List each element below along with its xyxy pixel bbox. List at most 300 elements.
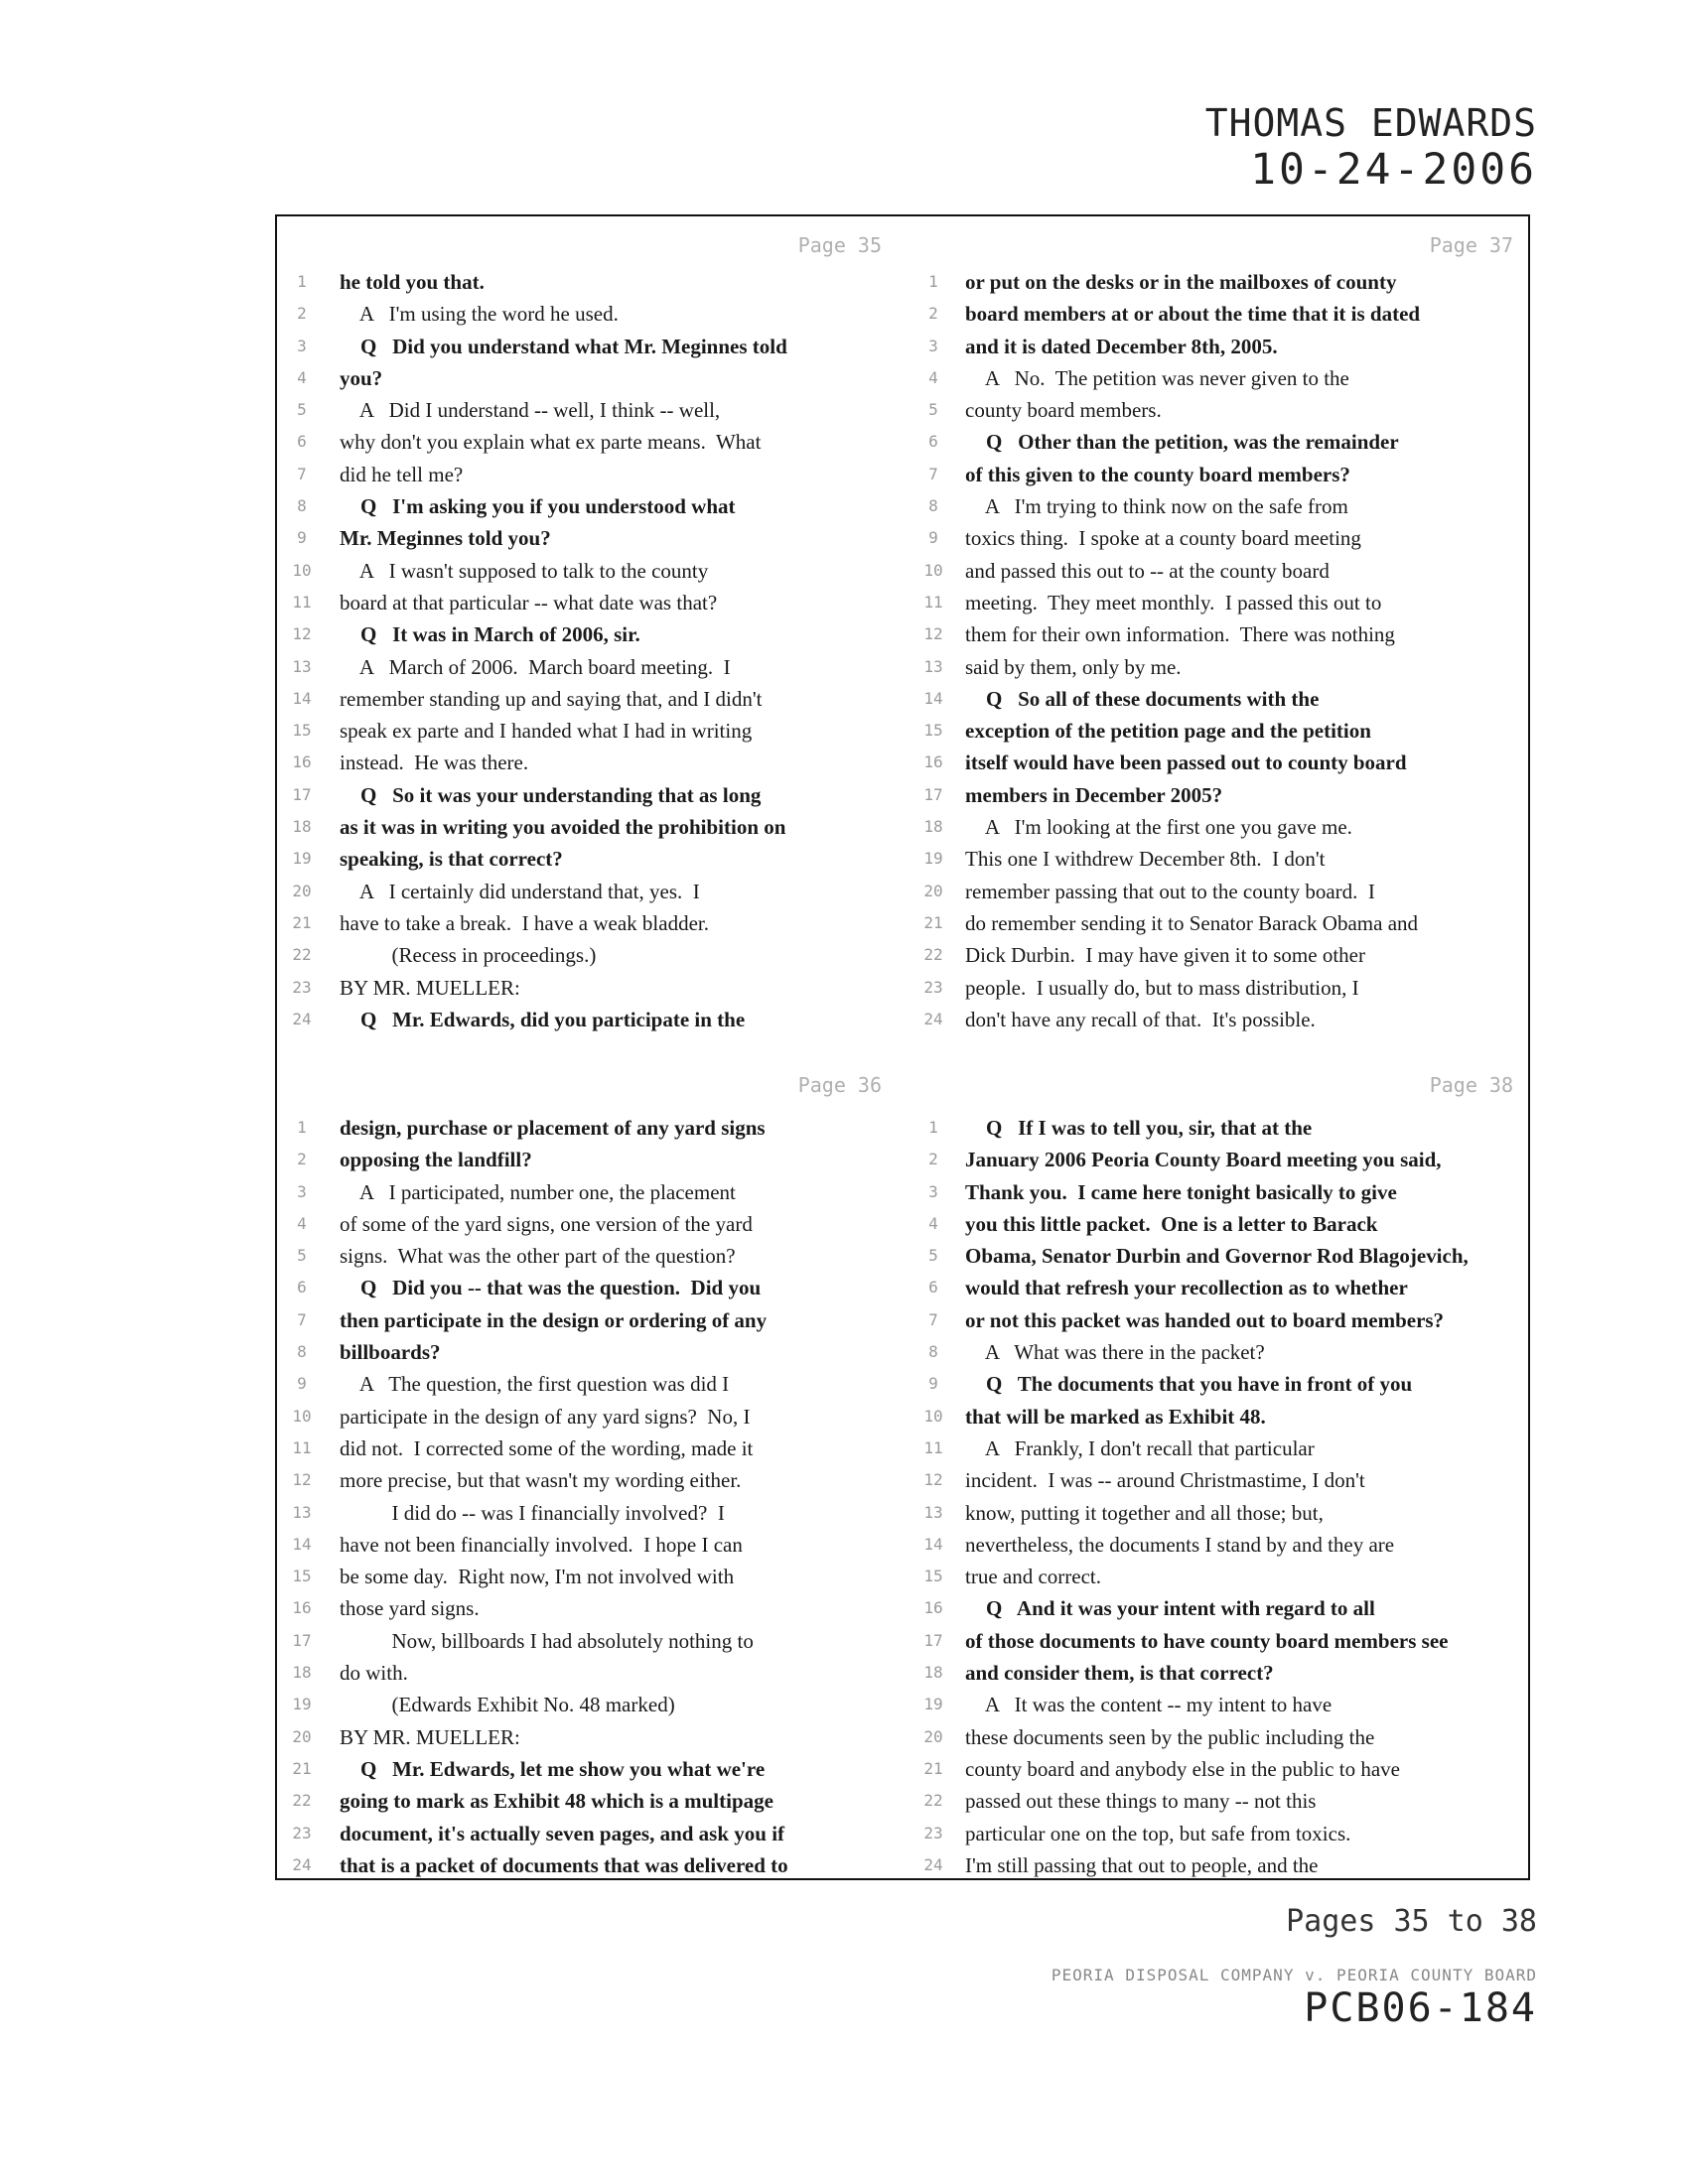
line-number: 1 (297, 272, 307, 291)
transcript-line (921, 843, 1553, 875)
line-number: 21 (923, 1758, 943, 1778)
line-text: (Edwards Exhibit No. 48 marked) (340, 1693, 675, 1717)
page-number-label: Page 38 (1429, 1073, 1513, 1097)
line-number: 13 (292, 1502, 312, 1522)
line-text: Q So it was your understanding that as long (340, 782, 762, 807)
transcript-line (290, 1529, 921, 1561)
line-number: 23 (292, 977, 312, 997)
line-text: Now, billboards I had absolutely nothing to (340, 1628, 754, 1653)
line-text: Q I'm asking you if you understood what (340, 494, 736, 519)
page-number-label: Page 37 (1429, 233, 1513, 257)
line-text: BY MR. MUELLER: (340, 975, 520, 1000)
line-number: 6 (297, 1278, 307, 1297)
line-text: opposing the landfill? (340, 1148, 532, 1172)
transcript-line (921, 876, 1553, 907)
line-text: itself would have been passed out to county board (965, 751, 1407, 775)
line-text: meeting. They meet monthly. I passed this out to (965, 590, 1382, 614)
transcript-line (921, 587, 1553, 618)
line-text: Q And it was your intent with regard to all (965, 1596, 1375, 1621)
line-number: 9 (297, 1374, 307, 1394)
transcript-lines (921, 1112, 1553, 1881)
transcript-line (290, 683, 921, 715)
transcript-line (921, 1721, 1553, 1753)
line-number: 20 (292, 881, 312, 900)
transcript-line (921, 972, 1553, 1004)
line-text: Thank you. I came here tonight basically to give (965, 1179, 1397, 1204)
transcript-line (921, 1818, 1553, 1849)
line-number: 8 (297, 1342, 307, 1362)
line-number: 19 (292, 849, 312, 869)
line-text: Q It was in March of 2006, sir. (340, 622, 640, 647)
line-number: 9 (928, 528, 938, 548)
line-text: and it is dated December 8th, 2005. (965, 334, 1278, 358)
line-text: going to mark as Exhibit 48 which is a multipage (340, 1789, 773, 1814)
transcript-line (290, 1592, 921, 1624)
line-text: This one I withdrew December 8th. I don't (965, 847, 1326, 872)
line-text: did not. I corrected some of the wording, made it (340, 1435, 754, 1460)
line-number: 23 (923, 977, 943, 997)
line-text: Obama, Senator Durbin and Governor Rod Blagojevich, (965, 1244, 1469, 1269)
line-text: document, it's actually seven pages, and ask you if (340, 1821, 785, 1845)
line-number: 24 (923, 1854, 943, 1874)
transcript-page-38 (921, 1058, 1553, 1881)
transcript-line (290, 1112, 921, 1144)
line-text: county board and anybody else in the public to have (965, 1756, 1400, 1781)
transcript-line (921, 394, 1553, 426)
transcript-line (921, 522, 1553, 554)
transcript-line (921, 1176, 1553, 1208)
line-number: 18 (292, 817, 312, 837)
transcript-line (290, 651, 921, 683)
transcript-line (290, 1240, 921, 1272)
line-number: 2 (928, 304, 938, 324)
transcript-line (290, 1561, 921, 1592)
transcript-lines (921, 266, 1553, 1035)
line-number: 2 (297, 304, 307, 324)
line-text: Dick Durbin. I may have given it to some other (965, 943, 1365, 968)
line-text: A I wasn't supposed to talk to the county (340, 558, 709, 583)
transcript-line (290, 1657, 921, 1689)
transcript-line (921, 1497, 1553, 1529)
line-text: A Did I understand -- well, I think -- well, (340, 398, 721, 423)
line-number: 8 (297, 496, 307, 516)
line-number: 1 (928, 272, 938, 291)
line-text: particular one on the top, but safe from toxics. (965, 1821, 1351, 1845)
line-number: 7 (297, 464, 307, 483)
line-number: 11 (292, 1437, 312, 1457)
transcript-line (921, 1401, 1553, 1433)
transcript-line (290, 1176, 921, 1208)
line-number: 5 (928, 1246, 938, 1266)
line-text: why don't you explain what ex parte means. What (340, 430, 762, 455)
line-text: BY MR. MUELLER: (340, 1724, 520, 1749)
transcript-page-37 (921, 224, 1553, 1035)
line-number: 12 (292, 624, 312, 644)
line-number: 24 (292, 1854, 312, 1874)
line-text: remember standing up and saying that, and I didn't (340, 686, 763, 711)
transcript-line (921, 1112, 1553, 1144)
transcript-line (290, 1785, 921, 1817)
line-number: 14 (292, 688, 312, 708)
line-number: 4 (928, 1213, 938, 1233)
line-text: design, purchase or placement of any yard signs (340, 1116, 766, 1140)
transcript-line (290, 1004, 921, 1035)
transcript-line (921, 1657, 1553, 1689)
transcript-line (290, 426, 921, 458)
line-text: Q Mr. Edwards, let me show you what we're (340, 1756, 766, 1781)
line-number: 7 (297, 1309, 307, 1329)
line-text: them for their own information. There was nothing (965, 622, 1395, 647)
line-number: 13 (292, 656, 312, 676)
line-text: remember passing that out to the county board. I (965, 879, 1375, 903)
line-number: 1 (297, 1118, 307, 1137)
case-number: PCB06-184 (1304, 1985, 1537, 2031)
line-text: toxics thing. I spoke at a county board meeting (965, 526, 1361, 551)
line-text: A It was the content -- my intent to have (965, 1693, 1333, 1717)
line-text: that is a packet of documents that was delivered to (340, 1852, 788, 1877)
line-number: 2 (928, 1150, 938, 1169)
line-number: 16 (923, 1598, 943, 1618)
transcript-line (290, 1272, 921, 1303)
line-text: have to take a break. I have a weak bladder. (340, 910, 709, 935)
transcript-line (921, 1561, 1553, 1592)
line-number: 24 (292, 1009, 312, 1028)
transcript-line (290, 1368, 921, 1400)
line-number: 22 (292, 1791, 312, 1811)
transcript-line (290, 331, 921, 362)
line-text: would that refresh your recollection as to whether (965, 1276, 1408, 1300)
line-text: Q Other than the petition, was the remainder (965, 430, 1399, 455)
transcript-line (290, 1625, 921, 1657)
line-number: 17 (292, 784, 312, 804)
transcript-line (290, 1401, 921, 1433)
transcript-line (290, 266, 921, 298)
line-number: 16 (292, 752, 312, 772)
line-number: 20 (923, 881, 943, 900)
line-number: 18 (923, 817, 943, 837)
line-number: 23 (292, 1823, 312, 1843)
line-number: 11 (923, 1437, 943, 1457)
line-text: nevertheless, the documents I stand by and they are (965, 1532, 1395, 1557)
transcript-line (921, 1464, 1553, 1496)
transcript-line (921, 1592, 1553, 1624)
transcript-line (290, 1144, 921, 1175)
line-text: true and correct. (965, 1565, 1102, 1589)
line-number: 10 (292, 560, 312, 580)
page-number-label: Page 36 (797, 1073, 882, 1097)
line-number: 10 (923, 1406, 943, 1426)
line-text: speaking, is that correct? (340, 847, 563, 872)
transcript-line (921, 907, 1553, 939)
line-text: Mr. Meginnes told you? (340, 526, 551, 551)
line-number: 7 (928, 464, 938, 483)
line-text: members in December 2005? (965, 782, 1223, 807)
line-text: then participate in the design or ordering of any (340, 1307, 768, 1332)
line-number: 22 (923, 1791, 943, 1811)
line-number: 9 (297, 528, 307, 548)
line-number: 5 (297, 400, 307, 420)
line-text: participate in the design of any yard signs? No, I (340, 1404, 751, 1429)
transcript-line (921, 747, 1553, 778)
line-number: 21 (923, 912, 943, 932)
line-number: 2 (297, 1150, 307, 1169)
line-number: 14 (923, 688, 943, 708)
transcript-line (290, 1464, 921, 1496)
transcript-line (921, 362, 1553, 394)
transcript-line (921, 1849, 1553, 1881)
line-text: Q Did you understand what Mr. Meginnes told (340, 334, 787, 358)
deponent-name: THOMAS EDWARDS (1204, 101, 1537, 145)
line-text: board at that particular -- what date was that? (340, 590, 718, 614)
transcript-line (290, 1689, 921, 1720)
line-number: 22 (292, 945, 312, 965)
line-text: Q Did you -- that was the question. Did you (340, 1276, 762, 1300)
transcript-line (290, 1336, 921, 1368)
line-number: 4 (297, 1213, 307, 1233)
line-text: people. I usually do, but to mass distribution, I (965, 975, 1359, 1000)
line-text: county board members. (965, 398, 1162, 423)
transcript-line (290, 522, 921, 554)
transcript-line (921, 1144, 1553, 1175)
transcript-line (290, 779, 921, 811)
line-number: 11 (923, 592, 943, 612)
line-text: Q If I was to tell you, sir, that at the (965, 1116, 1313, 1140)
transcript-line (290, 715, 921, 747)
line-number: 14 (292, 1534, 312, 1554)
pages-range: Pages 35 to 38 (1286, 1904, 1537, 1939)
transcript-line (921, 1272, 1553, 1303)
transcript-page-35 (290, 224, 921, 1035)
transcript-line (290, 298, 921, 330)
transcript-line (921, 1625, 1553, 1657)
transcript-line (921, 1689, 1553, 1720)
transcript-line (921, 1529, 1553, 1561)
line-number: 19 (923, 1695, 943, 1714)
transcript-line (921, 298, 1553, 330)
transcript-line (921, 555, 1553, 587)
transcript-line (921, 618, 1553, 650)
line-number: 15 (292, 721, 312, 741)
transcript-line (921, 1368, 1553, 1400)
line-text: A I'm using the word he used. (340, 302, 619, 327)
line-text: A I participated, number one, the placement (340, 1179, 736, 1204)
transcript-line (921, 1753, 1553, 1785)
transcript-line (921, 1304, 1553, 1336)
line-text: these documents seen by the public including the (965, 1724, 1375, 1749)
line-number: 6 (297, 432, 307, 452)
line-text: Q Mr. Edwards, did you participate in the (340, 1007, 746, 1031)
line-text: passed out these things to many -- not this (965, 1789, 1317, 1814)
line-text: he told you that. (340, 270, 485, 294)
line-text: I'm still passing that out to people, and the (965, 1852, 1319, 1877)
line-number: 18 (292, 1663, 312, 1683)
line-number: 15 (923, 1567, 943, 1586)
transcript-line (921, 459, 1553, 490)
transcript-line (921, 1785, 1553, 1817)
transcript-line (290, 394, 921, 426)
line-number: 20 (292, 1726, 312, 1746)
deposition-date: 10-24-2006 (1250, 145, 1537, 195)
line-number: 12 (923, 624, 943, 644)
transcript-line (921, 651, 1553, 683)
transcript-line (921, 939, 1553, 971)
transcript-line (290, 811, 921, 843)
line-number: 17 (292, 1630, 312, 1650)
line-text: or put on the desks or in the mailboxes of county (965, 270, 1397, 294)
line-text: that will be marked as Exhibit 48. (965, 1404, 1266, 1429)
line-text: A What was there in the packet? (965, 1340, 1265, 1365)
line-number: 5 (297, 1246, 307, 1266)
line-number: 24 (923, 1009, 943, 1028)
transcript-lines (290, 1112, 921, 1881)
line-text: those yard signs. (340, 1596, 480, 1621)
transcript-line (921, 779, 1553, 811)
transcript-line (921, 426, 1553, 458)
transcript-line (290, 490, 921, 522)
line-text: A The question, the first question was did I (340, 1372, 730, 1397)
line-number: 15 (292, 1567, 312, 1586)
transcript-line (290, 459, 921, 490)
line-text: of some of the yard signs, one version of the yard (340, 1211, 753, 1236)
line-number: 1 (928, 1118, 938, 1137)
transcript-line (290, 1208, 921, 1240)
transcript-line (921, 1004, 1553, 1035)
line-number: 7 (928, 1309, 938, 1329)
transcript-line (290, 1849, 921, 1881)
line-text: signs. What was the other part of the question? (340, 1244, 736, 1269)
transcript-line (290, 587, 921, 618)
line-text: have not been financially involved. I hope I can (340, 1532, 743, 1557)
line-number: 9 (928, 1374, 938, 1394)
line-number: 5 (928, 400, 938, 420)
line-number: 12 (923, 1470, 943, 1490)
line-number: 6 (928, 432, 938, 452)
transcript-line (921, 1433, 1553, 1464)
line-text: I did do -- was I financially involved? I (340, 1500, 725, 1525)
line-number: 16 (292, 1598, 312, 1618)
line-number: 22 (923, 945, 943, 965)
line-number: 3 (297, 336, 307, 355)
line-text: did he tell me? (340, 462, 464, 486)
line-text: do with. (340, 1661, 408, 1686)
line-text: A No. The petition was never given to the (965, 365, 1349, 390)
line-text: as it was in writing you avoided the prohibition on (340, 815, 786, 840)
transcript-line (290, 1497, 921, 1529)
line-number: 13 (923, 1502, 943, 1522)
line-text: of those documents to have county board members see (965, 1628, 1449, 1653)
transcript-line (290, 1304, 921, 1336)
line-text: and passed this out to -- at the county board (965, 558, 1330, 583)
transcript-line (290, 939, 921, 971)
transcript-page-36 (290, 1058, 921, 1881)
line-text: exception of the petition page and the petition (965, 719, 1371, 744)
line-number: 13 (923, 656, 943, 676)
line-number: 3 (297, 1181, 307, 1201)
line-number: 20 (923, 1726, 943, 1746)
line-number: 3 (928, 336, 938, 355)
line-text: A March of 2006. March board meeting. I (340, 654, 731, 679)
line-text: or not this packet was handed out to board members? (965, 1307, 1445, 1332)
line-text: incident. I was -- around Christmastime, I don't (965, 1468, 1365, 1493)
case-title: PEORIA DISPOSAL COMPANY v. PEORIA COUNTY BOARD (1051, 1966, 1537, 1984)
transcript-line (921, 331, 1553, 362)
line-number: 4 (297, 367, 307, 387)
line-text: board members at or about the time that it is dated (965, 302, 1421, 327)
line-number: 19 (923, 849, 943, 869)
line-text: billboards? (340, 1340, 441, 1365)
transcript-line (290, 747, 921, 778)
line-text: speak ex parte and I handed what I had in writing (340, 719, 753, 744)
line-number: 19 (292, 1695, 312, 1714)
transcript-lines (290, 266, 921, 1035)
transcript-line (290, 907, 921, 939)
line-text: A I'm looking at the first one you gave me. (965, 815, 1352, 840)
line-text: don't have any recall of that. It's possible. (965, 1007, 1316, 1031)
transcript-line (290, 972, 921, 1004)
line-number: 17 (923, 784, 943, 804)
line-number: 10 (923, 560, 943, 580)
line-number: 21 (292, 1758, 312, 1778)
line-number: 3 (928, 1181, 938, 1201)
transcript-line (290, 1721, 921, 1753)
line-number: 17 (923, 1630, 943, 1650)
transcript-line (921, 1240, 1553, 1272)
transcript-line (921, 715, 1553, 747)
line-number: 23 (923, 1823, 943, 1843)
line-text: A Frankly, I don't recall that particular (965, 1435, 1315, 1460)
line-text: A I certainly did understand that, yes. I (340, 879, 700, 903)
line-text: do remember sending it to Senator Barack Obama and (965, 910, 1419, 935)
line-number: 15 (923, 721, 943, 741)
transcript-line (921, 811, 1553, 843)
line-text: (Recess in proceedings.) (340, 943, 597, 968)
line-text: of this given to the county board members? (965, 462, 1350, 486)
transcript-line (290, 843, 921, 875)
transcript-line (290, 618, 921, 650)
transcript-line (921, 683, 1553, 715)
transcript-line (290, 362, 921, 394)
line-text: know, putting it together and all those; but, (965, 1500, 1324, 1525)
line-number: 4 (928, 367, 938, 387)
line-text: Q The documents that you have in front of you (965, 1372, 1413, 1397)
line-number: 21 (292, 912, 312, 932)
line-text: January 2006 Peoria County Board meeting you said, (965, 1148, 1442, 1172)
line-number: 8 (928, 496, 938, 516)
transcript-line (921, 266, 1553, 298)
transcript-line (921, 490, 1553, 522)
line-text: you this little packet. One is a letter to Barack (965, 1211, 1378, 1236)
transcript-line (290, 555, 921, 587)
transcript-line (921, 1336, 1553, 1368)
line-text: more precise, but that wasn't my wording either. (340, 1468, 742, 1493)
line-number: 8 (928, 1342, 938, 1362)
transcript-line (290, 1753, 921, 1785)
line-number: 16 (923, 752, 943, 772)
page-number-label: Page 35 (797, 233, 882, 257)
line-text: said by them, only by me. (965, 654, 1182, 679)
line-text: A I'm trying to think now on the safe from (965, 494, 1348, 519)
line-number: 10 (292, 1406, 312, 1426)
line-text: Q So all of these documents with the (965, 686, 1320, 711)
transcript-line (290, 1818, 921, 1849)
line-text: and consider them, is that correct? (965, 1661, 1274, 1686)
line-text: you? (340, 365, 383, 390)
line-number: 6 (928, 1278, 938, 1297)
line-text: be some day. Right now, I'm not involved with (340, 1565, 735, 1589)
line-number: 14 (923, 1534, 943, 1554)
line-text: instead. He was there. (340, 751, 529, 775)
transcript-line (290, 1433, 921, 1464)
